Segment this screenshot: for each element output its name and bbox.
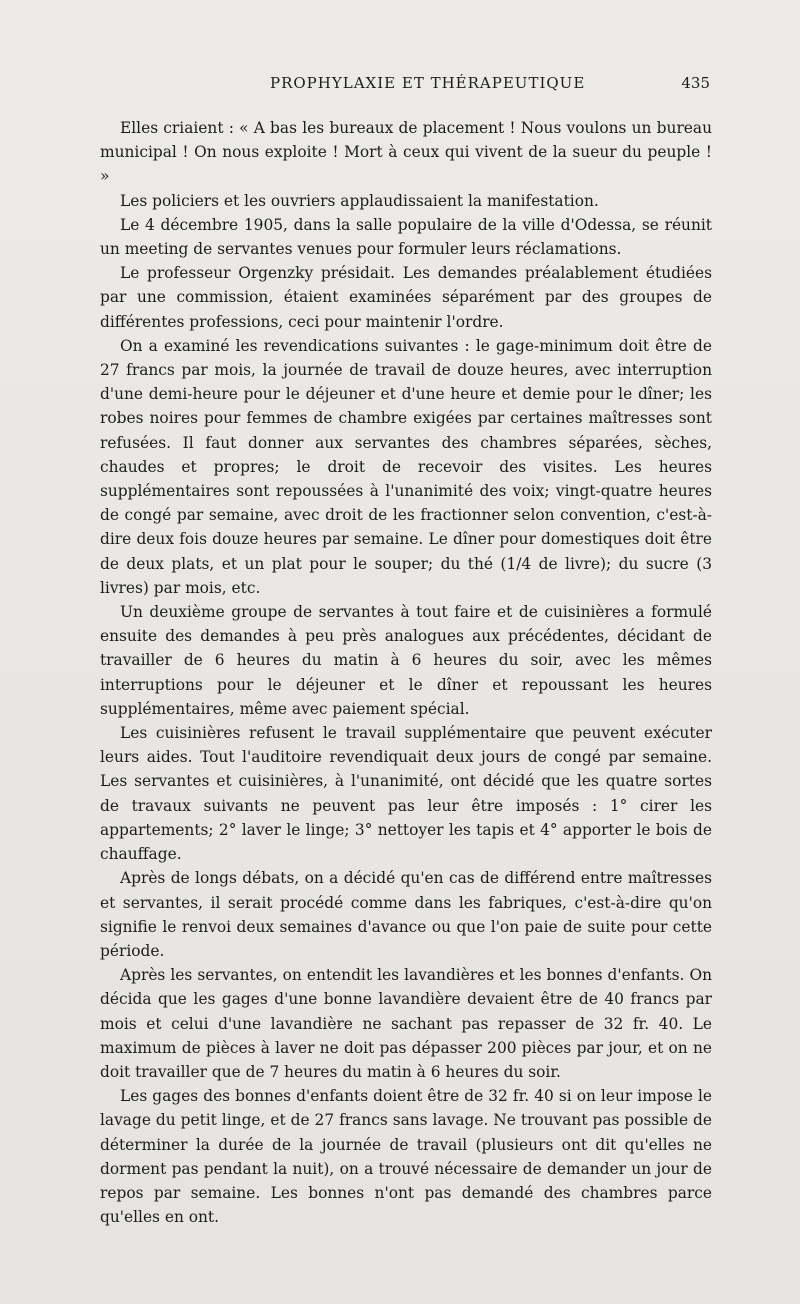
paragraph: Le 4 décembre 1905, dans la salle populaire de la ville d'Odessa, se réunit un meeting de servantes venues pour formuler leurs réclamations.: [100, 215, 712, 259]
page-header: [100, 74, 710, 98]
paragraph: Le professeur Orgenzky présidait. Les demandes préalablement étudiées par une commission, étaient examinées séparément par des groupes de différentes professions, ceci pour maintenir l'ordre.: [100, 264, 712, 331]
paragraph: Elles criaient : « A bas les bureaux de placement ! Nous voulons un bureau municipal ! On nous exploite ! Mort à ceux qui vivent de la sueur du peuple ! »: [100, 119, 712, 186]
page-number: 435: [681, 74, 710, 92]
paragraph: Les cuisinières refusent le travail supplémentaire que peuvent exécuter leurs aides. Tout l'auditoire revendiquait deux jours de congé par semaine. Les servantes et cuisinières, à l'unanimité, ont décidé que les quatre sortes de travaux suivants ne peuvent pas leur être imposés : 1° cirer les appartements; 2° laver le linge; 3° nettoyer les tapis et 4° apporter le bois de chauffage.: [100, 724, 712, 864]
paragraph: Les gages des bonnes d'enfants doient être de 32 fr. 40 si on leur impose le lavage du petit linge, et de 27 francs sans lavage. Ne trouvant pas possible de déterminer la durée de la journée de travail (plusieurs ont dit qu'elles ne dorment pas pendant la nuit), on a trouvé nécessaire de demander un jour de repos par semaine. Les bonnes n'ont pas demandé des chambres parce qu'elles en ont.: [100, 1087, 712, 1227]
paragraph: Un deuxième groupe de servantes à tout faire et de cuisinières a formulé ensuite des demandes à peu près analogues aux précédentes, décidant de travailler de 6 heures du matin à 6 heures du soir, avec les mêmes interruptions pour le déjeuner et le dîner et repoussant les heures supplémentaires, même avec paiement spécial.: [100, 603, 712, 718]
running-title: PROPHYLAXIE ET THÉRAPEUTIQUE: [270, 74, 586, 92]
body-text: [100, 116, 712, 1229]
paragraph: On a examiné les revendications suivantes : le gage-minimum doit être de 27 francs par mois, la journée de travail de douze heures, avec interruption d'une demi-heure pour le déjeuner et d'une heure et demie pour le dîner; les robes noires pour femmes de chambre exigées par certaines maîtresses sont refusées. Il faut donner aux servantes des chambres séparées, sèches, chaudes et propres; le droit de recevoir des visites. Les heures supplémentaires sont repoussées à l'unanimité des voix; vingt-quatre heures de congé par semaine, avec droit de les fractionner selon convention, c'est-à-dire deux fois douze heures par semaine. Le dîner pour domestiques doit être de deux plats, et un plat pour le souper; du thé (1/4 de livre); du sucre (3 livres) par mois, etc.: [100, 336, 712, 597]
paragraph: Après de longs débats, on a décidé qu'en cas de différend entre maîtresses et servantes, il serait procédé comme dans les fabriques, c'est-à-dire qu'on signifie le renvoi deux semaines d'avance ou que l'on paie de suite pour cette période.: [100, 869, 712, 960]
paragraph: Les policiers et les ouvriers applaudissaient la manifestation.: [120, 191, 599, 210]
paragraph: Après les servantes, on entendit les lavandières et les bonnes d'enfants. On décida que les gages d'une bonne lavandière devaient être de 40 francs par mois et celui d'une lavandière ne sachant pas repasser de 32 fr. 40. Le maximum de pièces à laver ne doit pas dépasser 200 pièces par jour, et on ne doit travailler que de 7 heures du matin à 6 heures du soir.: [100, 966, 712, 1081]
